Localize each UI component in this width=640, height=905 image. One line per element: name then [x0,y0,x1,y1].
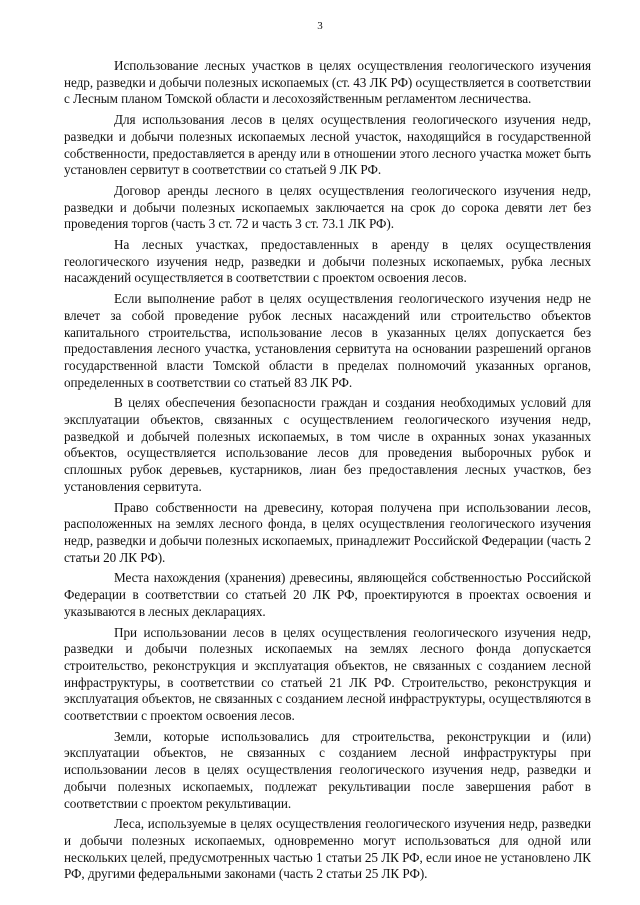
paragraph-usage-without-plot: Если выполнение работ в целях осуществления геологического изучения недр не влечет за собой проведение рубок лесных насаждений или строительство объектов капитального строительства, использование лесов в указанных целях допускается без предоставления лесного участка, установления сервитута на основании разрешений органов государственной власти Томской области в пределах полномочий указанных органов, определенных в соответствии со статьей 83 ЛК РФ. [64,291,591,390]
paragraph-timber-storage: Места нахождения (хранения) древесины, являющейся собственностью Российской Федерации в соответствии со статьей 20 ЛК РФ, проектируются в проектах освоения и указываются в лесных декларациях. [64,570,591,619]
paragraph-land-recultivation: Земли, которые использовались для строительства, реконструкции и (или) эксплуатации объектов, не связанных с созданием лесной инфраструктуры при использовании лесов в целях осуществления геологического изучения недр, разведки и добычи полезных ископаемых, подлежат рекультивации после завершения работ в соответствии с проектом рекультивации. [64,728,591,811]
paragraph-lease-term: Договор аренды лесного в целях осуществления геологического изучения недр, разведки и добычи полезных ископаемых заключается на срок до сорока девяти лет без проведения торгов (часть 3 ст. 72 и часть 3 ст. 73.1 ЛК РФ). [64,182,591,232]
paragraph-logging-per-project: На лесных участках, предоставленных в аренду в целях осуществления геологического изучения недр, разведки и добычи полезных ископаемых, рубка лесных насаждений осуществляется в соответствии с проектом освоения лесов. [64,237,591,286]
paragraph-construction-allowed: При использовании лесов в целях осуществления геологического изучения недр, разведки и добычи полезных ископаемых на землях лесного фонда допускается строительство, реконструкция и эксплуатация объектов, не связанных с созданием лесной инфраструктуры, в соответствии со статьей 21 ЛК РФ. Строительство, реконструкция и эксплуатация объектов, не связанных с созданием лесной инфраструктуры, осуществляются в соответствии с проектом освоения лесов. [64,624,591,724]
document-body [64,58,591,883]
page-number: 3 [317,20,323,32]
paragraph-safety-logging: В целях обеспечения безопасности граждан и создания необходимых условий для эксплуатации объектов, связанных с осуществлением геологического изучения недр, разведкой и добычей полезных ископаемых, в том числе в охранных зонах указанных объектов, осуществляется использование лесов для проведения выборочных рубок и сплошных рубок деревьев, кустарников, лиан без предоставления лесных участков, без установления сервитута. [64,395,591,494]
paragraph-lease-or-servitude: Для использования лесов в целях осуществления геологического изучения недр, разведки и добычи полезных ископаемых лесной участок, находящийся в государственной собственности, предоставляется в аренду или в отношении этого лесного участка может быть установлен сервитут в соответствии со статьей 9 ЛК РФ. [64,112,591,178]
paragraph-forest-plots-usage: Использование лесных участков в целях осуществления геологического изучения недр, разведки и добычи полезных ископаемых (ст. 43 ЛК РФ) осуществляется в соответствии с Лесным планом Томской области и лесохозяйственным регламентом лесничества. [64,58,591,107]
paragraph-timber-ownership: Право собственности на древесину, которая получена при использовании лесов, расположенных на землях лесного фонда, в целях осуществления геологического изучения недр, разведки и добычи полезных ископаемых, принадлежит Российской Федерации (часть 2 статьи 20 ЛК РФ). [64,499,591,565]
paragraph-multiple-purposes: Леса, используемые в целях осуществления геологического изучения недр, разведки и добычи полезных ископаемых, одновременно могут использоваться для одной или нескольких целей, предусмотренных частью 1 статьи 25 ЛК РФ, если иное не установлено ЛК РФ, другими федеральными законами (часть 2 статьи 25 ЛК РФ). [64,816,591,882]
